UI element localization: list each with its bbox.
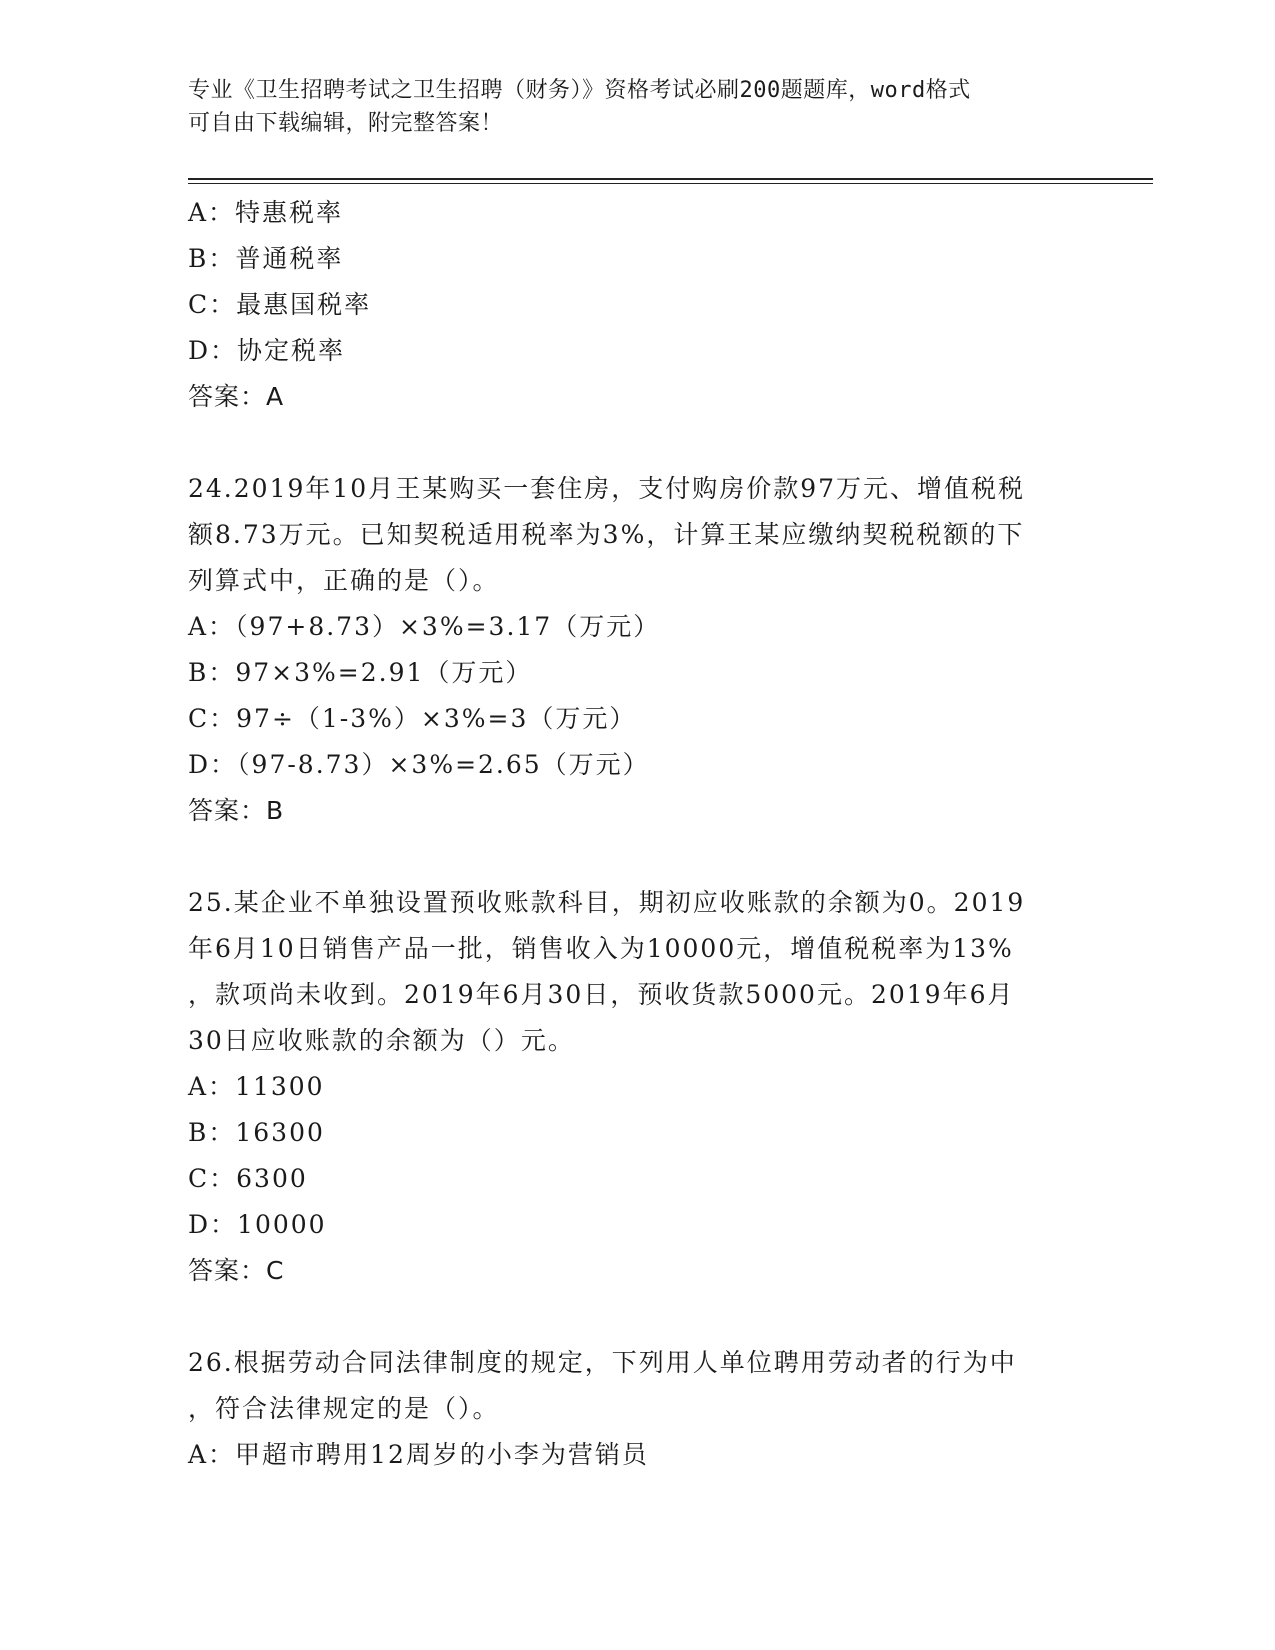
header-line-2: 可自由下载编辑，附完整答案！ [188,111,504,136]
option-b: B：16300 [188,1118,325,1147]
question-stem-line: 24.2019年10月王某购买一套住房，支付购房价款97万元、增值税税 [188,474,1026,503]
option-c: C：6300 [188,1164,308,1193]
question-stem-line: 额8.73万元。已知契税适用税率为3%，计算王某应缴纳契税税额的下 [188,520,1025,549]
option-d: D：（97-8.73）×3%=2.65（万元） [188,750,650,779]
question-stem-line: 26.根据劳动合同法律制度的规定，下列用人单位聘用劳动者的行为中 [188,1348,1017,1377]
option-a: A：甲超市聘用12周岁的小李为营销员 [188,1440,649,1469]
option-b: B：普通税率 [188,244,344,273]
question-stem-line: ，款项尚未收到。2019年6月30日，预收货款5000元。2019年6月 [188,980,1015,1009]
option-a: A：11300 [188,1072,325,1101]
question-stem-line: ，符合法律规定的是（）。 [188,1394,500,1423]
option-a: A：特惠税率 [188,198,344,227]
question-stem-line: 列算式中，正确的是（）。 [188,566,500,595]
header-divider-thick [188,178,1153,180]
document-header [188,74,1088,140]
header-line-1: 专业《卫生招聘考试之卫生招聘（财务）》资格考试必刷200题题库，word格式 [188,78,971,103]
question-stem-line: 年6月10日销售产品一批，销售收入为10000元，增值税税率为13% [188,934,1014,963]
option-a: A：（97+8.73）×3%=3.17（万元） [188,612,661,641]
question-stem-line: 25.某企业不单独设置预收账款科目，期初应收账款的余额为0。2019 [188,888,1026,917]
option-c: C：最惠国税率 [188,290,372,319]
answer: 答案：B [188,796,285,825]
header-divider-thin [188,183,1153,184]
answer: 答案：C [188,1256,285,1285]
question-23 [188,190,1088,420]
option-d: D：10000 [188,1210,327,1239]
question-26 [188,1340,1088,1478]
question-content [188,190,1088,1478]
question-24 [188,466,1088,834]
answer: 答案：A [188,382,285,411]
option-b: B：97×3%=2.91（万元） [188,658,533,687]
option-c: C：97÷（1-3%）×3%=3（万元） [188,704,637,733]
question-stem-line: 30日应收账款的余额为（）元。 [188,1026,575,1055]
option-d: D：协定税率 [188,336,346,365]
question-25 [188,880,1088,1294]
